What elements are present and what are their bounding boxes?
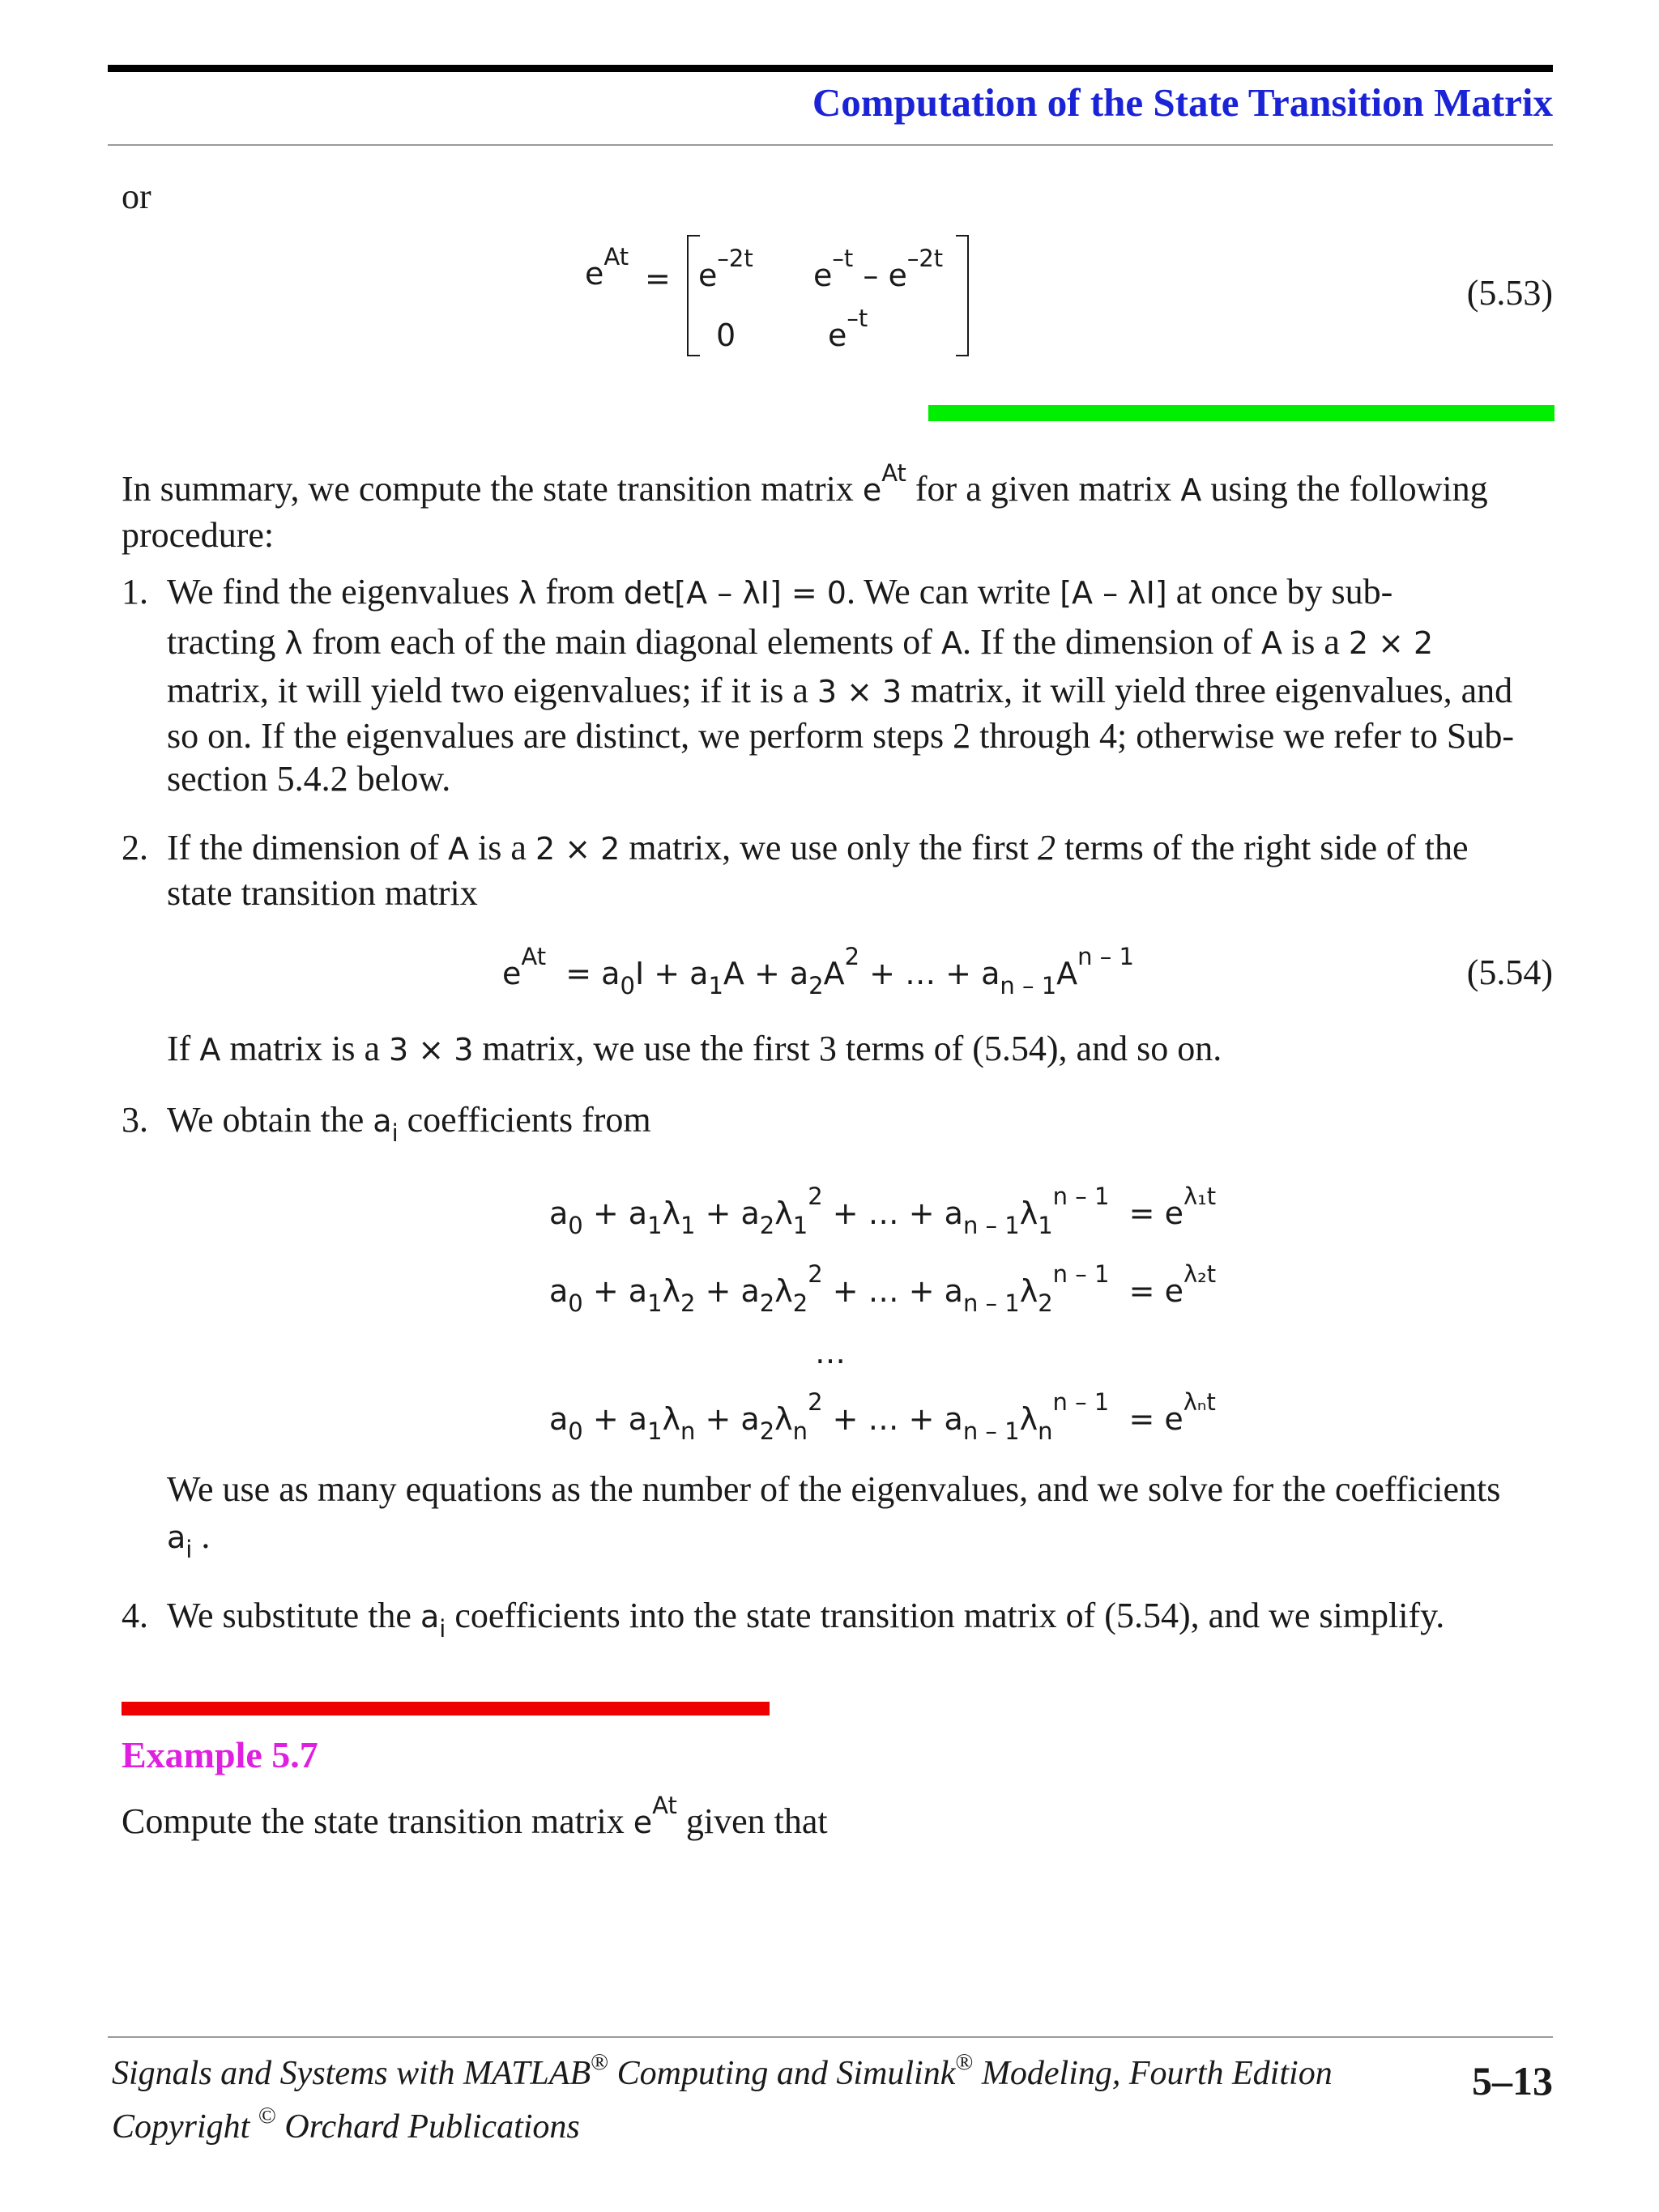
equation-number-5-53: (5.53)	[1466, 273, 1553, 313]
step-4-line-1: We substitute the $a_i$ coefficients into the state transition matrix of (5.54), and we simplify.	[167, 1596, 1445, 1643]
matrix-cell-21: 0	[716, 318, 736, 353]
eq553-lhs: $e^{At}$	[585, 243, 629, 292]
red-divider-bar	[122, 1702, 770, 1715]
matrix-cell-12: $e^{-t} - e^{-2t}$	[813, 245, 944, 293]
footer-book-title: Signals and Systems with MATLAB® Computing and Simulink® Modeling, Fourth Edition	[112, 2049, 1333, 2092]
system-ellipsis: …	[815, 1335, 846, 1370]
step-1-line-4: so on. If the eigenvalues are distinct, we perform steps 2 through 4; otherwise we refer to Sub-	[167, 716, 1514, 756]
footer-copyright: Copyright © Orchard Publications	[112, 2103, 580, 2146]
header-divider	[108, 144, 1553, 146]
step-3-number: 3.	[122, 1100, 148, 1140]
matrix-right-bracket	[956, 235, 969, 356]
matrix-left-bracket	[687, 235, 700, 356]
top-rule	[108, 65, 1553, 72]
step-1-line-2: tracting λ from each of the main diagonal elements of A. If the dimension of A is a 2 × 2	[167, 622, 1434, 662]
page-number: 5–13	[1472, 2058, 1553, 2103]
equation-number-5-54: (5.54)	[1466, 953, 1553, 992]
eq553-equals: =	[645, 261, 671, 296]
step-4-number: 4.	[122, 1596, 148, 1635]
step-1-line-1: We find the eigenvalues λ from det[A – λI] = 0. We can write [A – λI] at once by sub-	[167, 572, 1393, 612]
step-1-line-3: matrix, it will yield two eigenvalues; if it is a 3 × 3 matrix, it will yield three eigenvalues, and	[167, 671, 1513, 710]
step-2-after: If A matrix is a 3 × 3 matrix, we use the first 3 terms of (5.54), and so on.	[167, 1029, 1222, 1068]
step-2-line-1: If the dimension of A is a 2 × 2 matrix, we use only the first 2 terms of the right side of the	[167, 828, 1469, 867]
system-equation-2: $a_0 + a_1\lambda_2 + a_2\lambda_2^2$ + … + $a_{n - 1}\lambda_2^{n - 1} = e^{\lambda_2t}$	[549, 1260, 1217, 1317]
matrix-cell-22: $e^{-t}$	[828, 305, 868, 353]
eq554: $e^{At} = a_0I + a_1A + a_2A^2$ + … + $a_{n - 1}A^{n - 1}$	[502, 943, 1134, 999]
green-divider-bar	[928, 405, 1555, 421]
footer-divider	[108, 2036, 1553, 2038]
step-1-number: 1.	[122, 572, 148, 612]
step-2-line-2: state transition matrix	[167, 873, 478, 913]
step-3-line-1: We obtain the $a_i$ coefficients from	[167, 1100, 651, 1147]
step-1-line-5: section 5.4.2 below.	[167, 759, 451, 799]
step-2-number: 2.	[122, 828, 148, 867]
system-equation-n: $a_0 + a_1\lambda_n + a_2\lambda_n^2$ + … + $a_{n - 1}\lambda_n^{n - 1} = e^{\lambda_nt}$	[549, 1388, 1216, 1445]
step-3-after-line-2: $a_i$ .	[167, 1516, 211, 1563]
step-3-after-line-1: We use as many equations as the number of the eigenvalues, and we solve for the coefficients	[167, 1469, 1501, 1509]
system-equation-1: $a_0 + a_1\lambda_1 + a_2\lambda_1^2$ + … + $a_{n - 1}\lambda_1^{n - 1} = e^{\lambda_1t}$	[549, 1183, 1217, 1239]
example-heading: Example 5.7	[122, 1734, 318, 1775]
example-text: Compute the state transition matrix $e^{At}$ given that	[122, 1792, 828, 1841]
summary-line-1: In summary, we compute the state transition matrix $e^{At}$ for a given matrix A using the following	[122, 459, 1488, 509]
intro-word: or	[122, 177, 151, 216]
page-header-title: Computation of the State Transition Matrix	[812, 80, 1553, 125]
matrix-cell-11: $e^{-2t}$	[698, 245, 753, 293]
summary-line-2: procedure:	[122, 515, 275, 555]
